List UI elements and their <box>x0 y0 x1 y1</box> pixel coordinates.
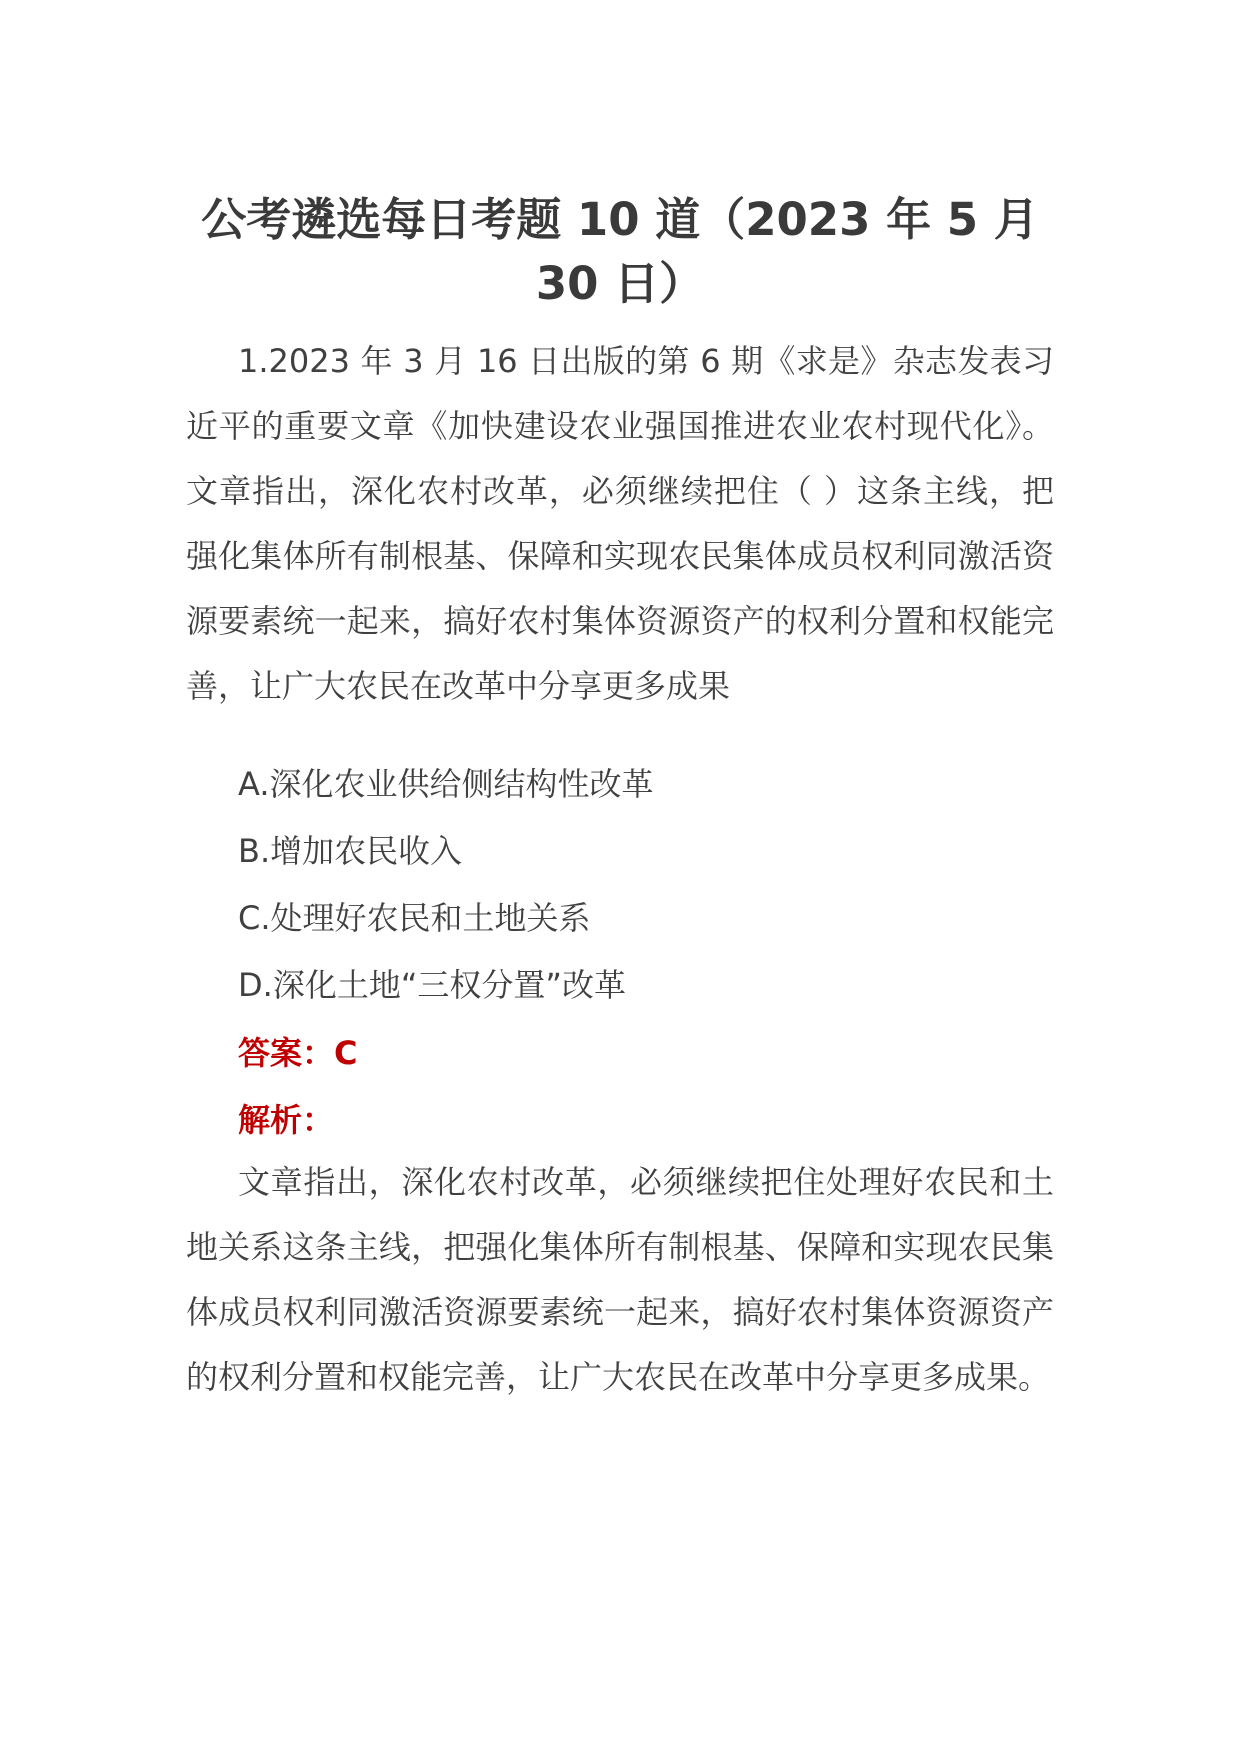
option-b: B.增加农民收入 <box>238 832 463 870</box>
question-text: 1.2023 年 3 月 16 日出版的第 6 期《求是》杂志发表习近平的重要文章《加快建设农业强国推进农业农村现代化》。文章指出，深化农村改革，必须继续把住（ ）这条主线，把强化集体所有制根基、保障和实现农民集体成员权利同激活资源要素统一起来，搞好农村集体资源资产的权利分置和权能完善，让广大农民在改革中分享更多成果 <box>186 342 1054 705</box>
analysis-text: 文章指出，深化农村改革，必须继续把住处理好农民和土地关系这条主线，把强化集体所有制根基、保障和实现农民集体成员权利同激活资源要素统一起来，搞好农村集体资源资产的权利分置和权能完善，让广大农民在改革中分享更多成果。 <box>186 1163 1054 1396</box>
analysis-label: 解析： <box>238 1101 335 1139</box>
option-c: C.处理好农民和土地关系 <box>238 899 591 937</box>
answer-label: 答案：C <box>238 1034 358 1072</box>
option-a: A.深化农业供给侧结构性改革 <box>238 765 654 803</box>
option-d: D.深化土地“三权分置”改革 <box>238 966 626 1004</box>
page-title: 公考遴选每日考题 10 道（2023 年 5 月 30 日） <box>201 193 1039 310</box>
